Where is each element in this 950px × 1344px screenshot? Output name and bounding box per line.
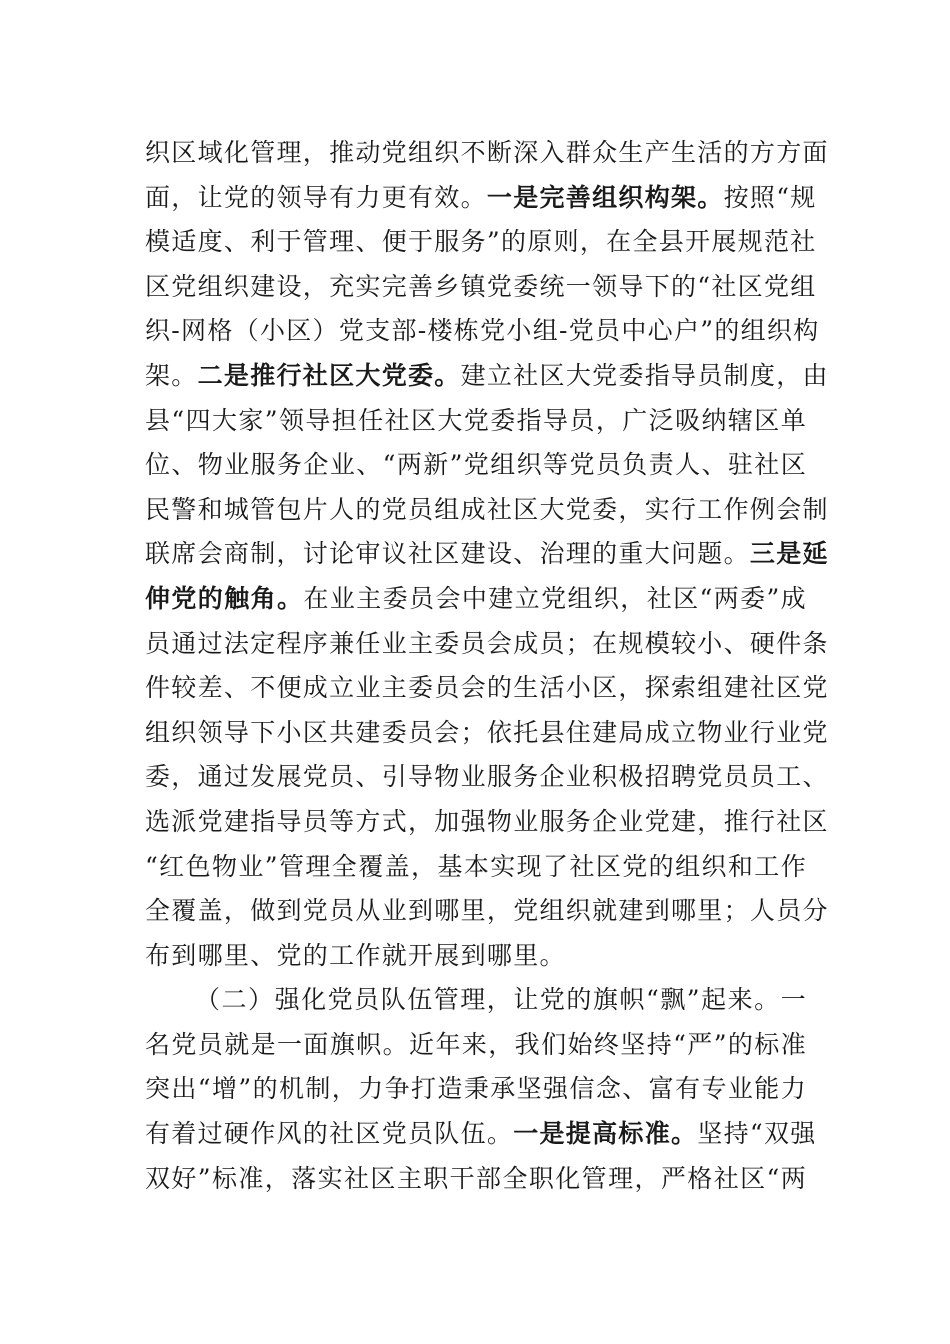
text-run: 架。: [145, 360, 198, 390]
text-line: [145, 1157, 807, 1202]
text-run: “红色物业”管理全覆盖，基本实现了社区党的组织和工作: [145, 851, 807, 881]
text-line: [145, 934, 807, 979]
text-run: 面，让党的领导有力更有效。: [145, 182, 487, 212]
text-line: [145, 622, 829, 667]
section-heading: （二）强化党员队伍管理，让党的旗帜“飘”起来。一: [195, 985, 807, 1015]
text-run: 区党组织建设，充实完善乡镇党委统一领导下的“社区党组: [145, 271, 817, 301]
text-line: [145, 755, 829, 800]
text-line: [145, 131, 829, 176]
text-run: 织-网格（小区）党支部-楼栋党小组-党员中心户”的组织构: [145, 316, 820, 346]
text-run: 名党员就是一面旗帜。近年来，我们始终坚持“严”的标准: [145, 1029, 807, 1059]
text-run: 有着过硬作风的社区党员队伍。: [145, 1119, 514, 1149]
text-line: [145, 488, 829, 533]
text-line: [145, 265, 817, 310]
text-run: 委，通过发展党员、引导物业服务企业积极招聘党员员工、: [145, 762, 829, 792]
text-run: 组织领导下小区共建委员会；依托县住建局成立物业行业党: [145, 717, 829, 747]
text-line: [145, 354, 829, 399]
text-line: [145, 577, 807, 622]
text-run: 双好”标准，落实社区主职干部全职化管理，严格社区“两: [145, 1163, 807, 1193]
bold-heading-run: 伸党的触角。: [145, 583, 304, 613]
text-run: 在业主委员会中建立党组织，社区“两委”成: [303, 583, 807, 613]
text-line: [145, 666, 829, 711]
text-line: [145, 220, 817, 265]
text-line: [145, 176, 817, 221]
text-run: 民警和城管包片人的党员组成社区大党委，实行工作例会制: [145, 494, 829, 524]
text-line: [145, 845, 807, 890]
text-line: [145, 711, 829, 756]
text-run: 织区域化管理，推动党组织不断深入群众生产生活的方方面: [145, 138, 829, 167]
text-run: 坚持“双强: [697, 1119, 817, 1149]
text-run: 布到哪里、党的工作就开展到哪里。: [145, 940, 566, 970]
body-text: [145, 131, 829, 1201]
text-line: [145, 443, 807, 488]
text-run: 员通过法定程序兼任业主委员会成员；在规模较小、硬件条: [145, 628, 829, 658]
text-run: 件较差、不便成立业主委员会的生活小区，探索组建社区党: [145, 673, 829, 703]
text-run: 选派党建指导员等方式，加强物业服务企业党建，推行社区: [145, 806, 829, 836]
text-run: 建立社区大党委指导员制度，由: [460, 360, 829, 390]
bold-heading-run: 一是完善组织构架。: [486, 182, 724, 212]
text-line: [145, 1112, 817, 1157]
text-run: 县“四大家”领导担任社区大党委指导员，广泛吸纳辖区单: [145, 405, 807, 435]
text-run: 按照“规: [723, 182, 817, 212]
text-run: 全覆盖，做到党员从业到哪里，党组织就建到哪里；人员分: [145, 896, 829, 926]
text-run: 位、物业服务企业、“两新”党组织等党员负责人、驻社区: [145, 450, 807, 480]
text-line: [145, 309, 820, 354]
text-line: [145, 800, 829, 845]
section-heading-line: [145, 978, 807, 1023]
text-line: [145, 532, 829, 577]
text-line: [145, 889, 829, 934]
bold-heading-run: 二是推行社区大党委。: [197, 360, 461, 390]
text-line: [145, 399, 807, 444]
text-run: 联席会商制，讨论审议社区建设、治理的重大问题。: [145, 539, 750, 569]
bold-heading-run: 一是提高标准。: [513, 1119, 698, 1149]
text-line: [145, 1067, 807, 1112]
bold-heading-run: 三是延: [749, 539, 829, 569]
text-line: [145, 1023, 807, 1068]
text-run: 模适度、利于管理、便于服务”的原则，在全县开展规范社: [145, 227, 817, 257]
text-run: 突出“增”的机制，力争打造秉承坚强信念、富有专业能力: [145, 1074, 807, 1104]
